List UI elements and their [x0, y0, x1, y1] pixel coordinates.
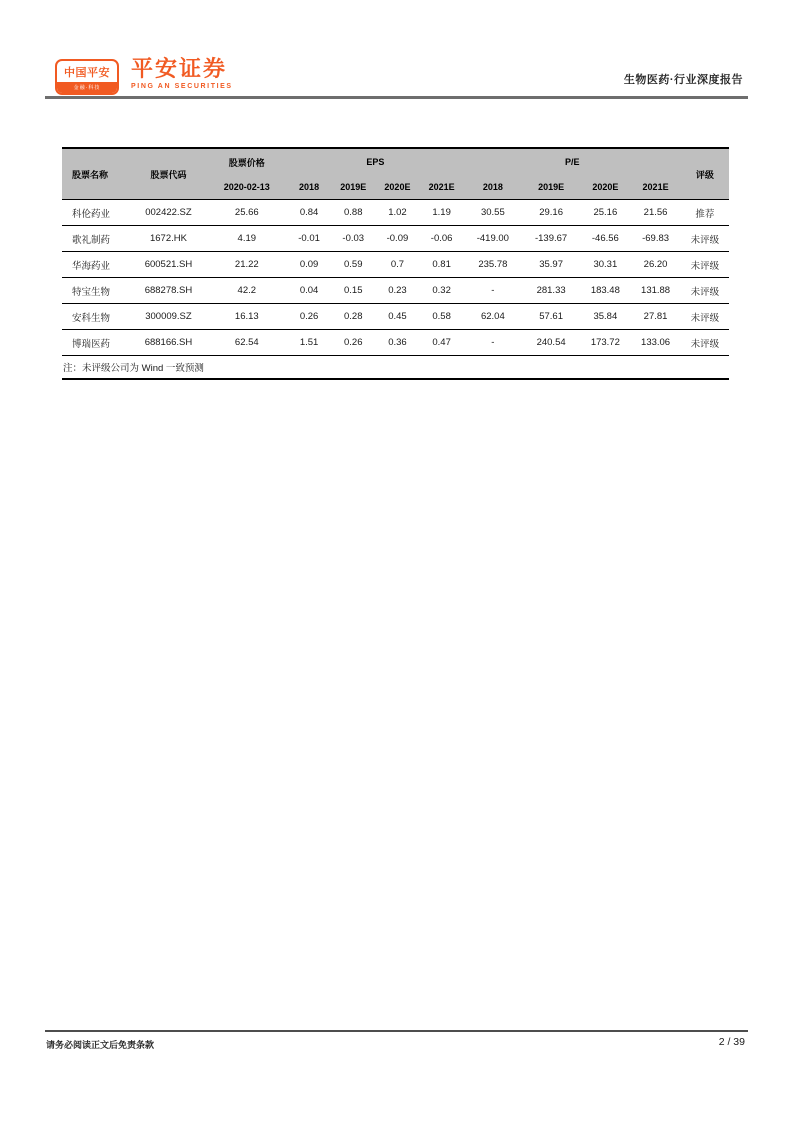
col-header-pe-2021e: 2021E — [630, 175, 680, 200]
cell-pe: 281.33 — [522, 278, 580, 304]
cell-pe: 62.04 — [464, 304, 522, 330]
table-row — [62, 330, 729, 356]
col-header-eps-group: EPS — [287, 148, 464, 175]
col-header-eps-2020e: 2020E — [375, 175, 419, 200]
cell-pe: 173.72 — [580, 330, 630, 356]
cell-pe: 240.54 — [522, 330, 580, 356]
cell-eps: 0.81 — [420, 252, 464, 278]
cell-stock-name: 安科生物 — [62, 304, 130, 330]
cell-price: 4.19 — [207, 226, 287, 252]
cell-eps: 0.26 — [331, 330, 375, 356]
cell-stock-code: 688278.SH — [130, 278, 206, 304]
cell-eps: 0.15 — [331, 278, 375, 304]
cell-pe: -46.56 — [580, 226, 630, 252]
cell-pe: 183.48 — [580, 278, 630, 304]
cell-eps: -0.06 — [420, 226, 464, 252]
cell-eps: 1.51 — [287, 330, 331, 356]
cell-pe: 29.16 — [522, 200, 580, 226]
footer-disclaimer: 请务必阅读正文后免责条款 — [46, 1040, 155, 1050]
table-row — [62, 252, 729, 278]
cell-eps: 1.02 — [375, 200, 419, 226]
cell-eps: -0.09 — [375, 226, 419, 252]
cell-price: 62.54 — [207, 330, 287, 356]
cell-pe: 25.16 — [580, 200, 630, 226]
cell-rating: 未评级 — [681, 304, 729, 330]
cell-pe: 131.88 — [630, 278, 680, 304]
cell-eps: 0.36 — [375, 330, 419, 356]
cell-pe: - — [464, 330, 522, 356]
table-row — [62, 304, 729, 330]
cell-stock-name: 科伦药业 — [62, 200, 130, 226]
cell-rating: 推荐 — [681, 200, 729, 226]
table-row — [62, 200, 729, 226]
cell-eps: 0.32 — [420, 278, 464, 304]
col-header-eps-2019e: 2019E — [331, 175, 375, 200]
cell-eps: 0.58 — [420, 304, 464, 330]
col-header-pe-2020e: 2020E — [580, 175, 630, 200]
table-note-row — [62, 356, 729, 380]
cell-eps: 0.47 — [420, 330, 464, 356]
cell-stock-name: 博瑞医药 — [62, 330, 130, 356]
cell-rating: 未评级 — [681, 252, 729, 278]
cell-eps: 0.88 — [331, 200, 375, 226]
cell-rating: 未评级 — [681, 226, 729, 252]
col-header-pe-group: P/E — [464, 148, 681, 175]
col-header-pe-2019e: 2019E — [522, 175, 580, 200]
cell-eps: 0.28 — [331, 304, 375, 330]
cell-price: 21.22 — [207, 252, 287, 278]
cell-eps: -0.01 — [287, 226, 331, 252]
cell-pe: 26.20 — [630, 252, 680, 278]
cell-stock-code: 688166.SH — [130, 330, 206, 356]
table-row — [62, 226, 729, 252]
table-note: 注：未评级公司为 Wind 一致预测 — [63, 363, 204, 374]
cell-eps: 0.23 — [375, 278, 419, 304]
pingan-logo — [55, 59, 119, 95]
cell-rating: 未评级 — [681, 330, 729, 356]
footer-divider — [45, 1030, 748, 1032]
cell-eps: 0.04 — [287, 278, 331, 304]
cell-eps: 0.59 — [331, 252, 375, 278]
cell-stock-code: 300009.SZ — [130, 304, 206, 330]
pingan-logo-text: 中国平安 — [64, 66, 110, 79]
cell-stock-name: 特宝生物 — [62, 278, 130, 304]
cell-stock-code: 1672.HK — [130, 226, 206, 252]
cell-eps: 0.7 — [375, 252, 419, 278]
cell-pe: -419.00 — [464, 226, 522, 252]
cell-price: 42.2 — [207, 278, 287, 304]
cell-stock-code: 600521.SH — [130, 252, 206, 278]
cell-stock-code: 002422.SZ — [130, 200, 206, 226]
cell-eps: 0.26 — [287, 304, 331, 330]
cell-pe: 30.55 — [464, 200, 522, 226]
stock-table-block — [62, 147, 729, 380]
cell-stock-name: 华海药业 — [62, 252, 130, 278]
col-header-price-date: 2020-02-13 — [207, 175, 287, 200]
cell-pe: 57.61 — [522, 304, 580, 330]
cell-pe: 30.31 — [580, 252, 630, 278]
cell-pe: 35.97 — [522, 252, 580, 278]
col-header-price-group: 股票价格 — [207, 148, 287, 175]
cell-pe: 21.56 — [630, 200, 680, 226]
cell-pe: -69.83 — [630, 226, 680, 252]
cell-pe: 133.06 — [630, 330, 680, 356]
cell-price: 25.66 — [207, 200, 287, 226]
stock-table — [62, 147, 729, 380]
cell-price: 16.13 — [207, 304, 287, 330]
report-title: 生物医药·行业深度报告 — [623, 74, 743, 86]
cell-pe: 27.81 — [630, 304, 680, 330]
brand-wordmark — [131, 57, 233, 90]
table-row — [62, 278, 729, 304]
cell-pe: -139.67 — [522, 226, 580, 252]
col-header-stock-code: 股票代码 — [130, 148, 206, 200]
header-divider — [45, 96, 748, 99]
cell-pe: 235.78 — [464, 252, 522, 278]
col-header-rating: 评级 — [681, 148, 729, 200]
cell-pe: - — [464, 278, 522, 304]
cell-eps: 1.19 — [420, 200, 464, 226]
col-header-eps-2021e: 2021E — [420, 175, 464, 200]
cell-eps: 0.09 — [287, 252, 331, 278]
cell-eps: 0.45 — [375, 304, 419, 330]
pingan-logo-subtext: 金融·科技 — [57, 82, 117, 93]
brand-name: 平安证券 — [131, 56, 228, 81]
cell-rating: 未评级 — [681, 278, 729, 304]
cell-eps: 0.84 — [287, 200, 331, 226]
cell-stock-name: 歌礼制药 — [62, 226, 130, 252]
page-number: 2 / 39 — [718, 1036, 745, 1048]
col-header-eps-2018: 2018 — [287, 175, 331, 200]
col-header-stock-name: 股票名称 — [62, 148, 130, 200]
col-header-pe-2018: 2018 — [464, 175, 522, 200]
cell-pe: 35.84 — [580, 304, 630, 330]
cell-eps: -0.03 — [331, 226, 375, 252]
brand-subtitle: PING AN SECURITIES — [131, 83, 233, 90]
